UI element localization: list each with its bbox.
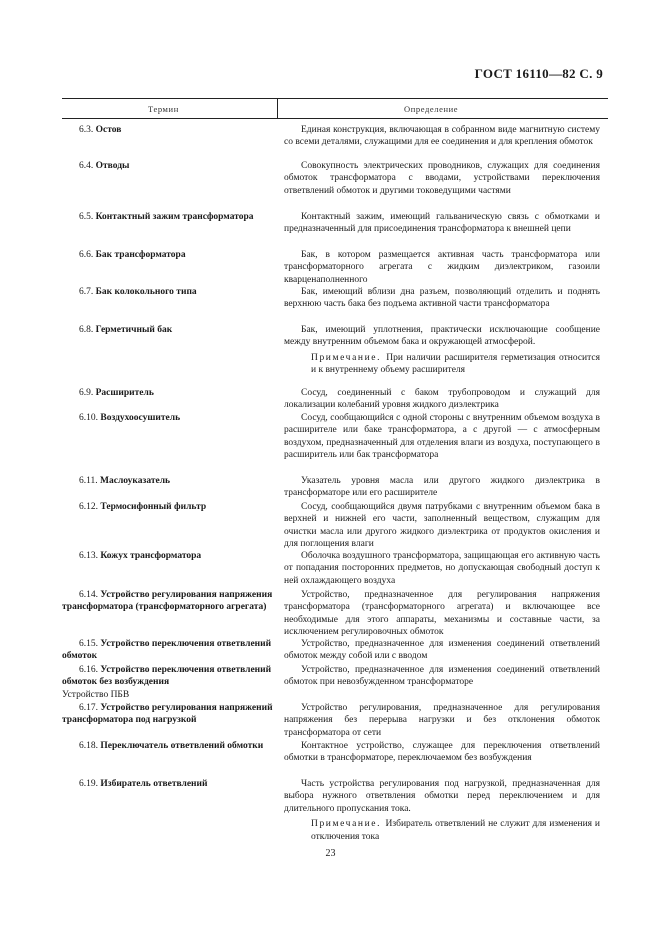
term-number: 6.19. <box>79 779 101 789</box>
definition-text: Сосуд, сообщающийся двумя патрубками с внутренним объемом бака в верхней и нижней его части, заполненный веществом, служащим для очистки масла или другого жидкого диэлектрика от продуктов окисления и для поглощения влаги <box>284 502 600 550</box>
term-number: 6.3. <box>79 125 96 135</box>
definition-cell <box>284 664 600 701</box>
definition-cell <box>284 501 600 551</box>
definition-cell <box>284 160 600 197</box>
definition-text: Единая конструкция, включающая в собранном виде магнитную систему со всеми деталями, служащими для ее соединения и для крепления обмоток <box>284 125 600 148</box>
term-cell <box>62 550 276 587</box>
term-number: 6.5. <box>79 212 96 222</box>
term-cell <box>62 475 276 500</box>
definition-cell <box>284 638 600 663</box>
definition-cell <box>284 702 600 739</box>
term-cell <box>62 160 276 197</box>
term-number: 6.10. <box>79 413 101 423</box>
term-name: Устройство переключения ответвлений обмоток без возбуждения <box>62 665 272 688</box>
definition-note <box>311 818 600 843</box>
term-cell <box>62 124 276 149</box>
table-row <box>62 664 600 701</box>
term-cell <box>62 324 276 377</box>
term-cell <box>62 412 276 462</box>
table-row <box>62 160 600 197</box>
table-top-rule <box>62 98 608 99</box>
definition-text: Бак, имеющий вблизи дна разъем, позволяющий отделить и поднять верхнюю часть бака без подъема активной части трансформатора <box>284 287 600 310</box>
note-text: При наличии расширителя герметизация относится и к внутреннему объему расширителя <box>311 352 600 376</box>
table-row <box>62 324 600 377</box>
definition-cell <box>284 286 600 311</box>
page-header: ГОСТ 16110—82 С. 9 <box>474 66 603 81</box>
term-cell <box>62 638 276 663</box>
term-number: 6.14. <box>79 590 101 600</box>
term-number: 6.17. <box>79 703 101 713</box>
definition-cell <box>284 249 600 286</box>
definition-text: Бак, в котором размещается активная часть трансформатора или трансформаторного агрегата с жидким диэлектриком, газоили кварценаполненного <box>284 250 600 285</box>
term-cell <box>62 702 276 739</box>
term-abbreviation: Устройство ПБВ <box>62 689 130 700</box>
term-name: Устройство переключения ответвлений обмоток <box>62 639 272 662</box>
column-divider <box>277 98 278 118</box>
definition-cell <box>284 550 600 587</box>
term-name: Кожух трансформатора <box>100 551 202 561</box>
definition-cell <box>284 211 600 236</box>
term-name: Бак трансформатора <box>95 250 186 260</box>
definition-text: Указатель уровня масла или другого жидкого диэлектрика в трансформаторе или его расширителе <box>284 476 600 499</box>
term-name: Термосифонный фильтр <box>100 502 207 512</box>
table-row <box>62 475 600 500</box>
term-name: Маслоуказатель <box>100 476 171 486</box>
definition-text: Бак, имеющий уплотнения, практически исключающие сообщение между внутренним объемом бака и окружающей атмосферой. <box>284 325 600 348</box>
definition-cell <box>284 778 600 843</box>
term-name: Контактный зажим трансформатора <box>95 212 254 222</box>
term-number: 6.8. <box>79 325 96 335</box>
term-number: 6.13. <box>79 551 101 561</box>
definition-cell <box>284 124 600 149</box>
note-label: Примечание. <box>311 819 386 830</box>
term-name: Устройство регулирования напряжений трансформатора под нагрузкой <box>62 703 273 726</box>
term-cell <box>62 589 276 639</box>
definition-text: Совокупность электрических проводников, служащих для соединения обмоток трансформатора с вводами, устройствами переключения ответвлений обмоток и другими токоведущими частями <box>284 161 600 196</box>
table-row <box>62 387 600 412</box>
term-number: 6.6. <box>79 250 96 260</box>
table-row <box>62 412 600 462</box>
table-row <box>62 702 600 739</box>
definition-cell <box>284 475 600 500</box>
term-cell <box>62 211 276 236</box>
term-cell <box>62 664 276 701</box>
definition-cell <box>284 412 600 462</box>
term-number: 6.15. <box>79 639 101 649</box>
term-cell <box>62 286 276 311</box>
table-row <box>62 501 600 551</box>
term-number: 6.18. <box>79 741 101 751</box>
term-name: Избиратель ответвлений <box>100 779 208 789</box>
term-name: Герметичный бак <box>95 325 173 335</box>
table-row <box>62 211 600 236</box>
term-cell <box>62 387 276 412</box>
definition-text: Контактный зажим, имеющий гальваническую связь с обмотками и предназначенный для присоединения трансформатора к внешней цепи <box>284 212 600 235</box>
definition-text: Устройство, предназначенное для изменения соединений ответвлений обмоток при невозбужденном трансформаторе <box>284 665 600 688</box>
definition-text: Устройство, предназначенное для изменения соединений ответвлений обмоток между собой или с вводом <box>284 639 600 662</box>
table-row <box>62 638 600 663</box>
column-header-term: Термин <box>148 104 179 114</box>
table-row <box>62 778 600 843</box>
definition-text: Контактное устройство, служащее для переключения ответвлений обмотки в трансформаторе, переключаемом без возбуждения <box>284 741 600 764</box>
note-text: Избиратель ответвлений не служит для изменения и отключения тока <box>311 819 601 842</box>
table-row <box>62 589 600 639</box>
definition-text: Оболочка воздушного трансформатора, защищающая его активную часть от попадания посторонних предметов, но допускающая свободный доступ к ней охлаждающего воздуха <box>284 551 600 586</box>
definition-text: Сосуд, соединенный с баком трубопроводом и служащий для локализации колебаний уровня жидкого диэлектрика <box>284 388 600 411</box>
definition-note <box>311 352 600 377</box>
term-name: Остов <box>95 125 122 135</box>
term-name: Отводы <box>95 161 130 171</box>
term-cell <box>62 740 276 765</box>
term-cell <box>62 249 276 286</box>
note-label: Примечание. <box>311 352 387 363</box>
table-row <box>62 286 600 311</box>
term-number: 6.4. <box>79 161 96 171</box>
term-number: 6.12. <box>79 502 101 512</box>
term-number: 6.9. <box>79 388 96 398</box>
definition-cell <box>284 740 600 765</box>
column-header-definition: Определение <box>404 104 459 114</box>
table-row <box>62 740 600 765</box>
definition-text: Устройство, предназначенное для регулирования напряжения трансформатора (трансформаторного агрегата) и включающее все необходимые для этого аппараты, механизмы и составные части, за исключением регулировочных обмоток <box>284 590 600 638</box>
term-name: Бак колокольного типа <box>95 287 197 297</box>
term-number: 6.7. <box>79 287 96 297</box>
definition-text: Устройство регулирования, предназначенное для регулирования напряжения без перерыва нагрузки и без отклонения обмоток трансформатора от сети <box>284 703 600 738</box>
term-name: Воздухоосушитель <box>100 413 181 423</box>
definition-text: Сосуд, сообщающийся с одной стороны с внутренним объемом воздуха в расширителе или баке трансформатора, а с другой — с атмосферным воздухом, предназначенный для отделения влаги из воздуха, поступающего в расширитель или бак трансформатора <box>284 413 600 461</box>
table-row <box>62 124 600 149</box>
term-cell <box>62 778 276 843</box>
term-number: 6.16. <box>79 665 101 675</box>
term-name: Расширитель <box>95 388 154 398</box>
definition-cell <box>284 387 600 412</box>
table-row <box>62 249 600 286</box>
definition-cell <box>284 589 600 639</box>
term-number: 6.11. <box>79 476 101 486</box>
term-name: Переключатель ответвлений обмотки <box>100 741 264 751</box>
term-cell <box>62 501 276 551</box>
table-row <box>62 550 600 587</box>
definition-text: Часть устройства регулирования под нагрузкой, предназначенная для выбора нужного ответвления обмотки перед переключением и для длительного пропускания тока. <box>284 779 600 814</box>
term-name: Устройство регулирования напряжения трансформатора (трансформаторного агрегата) <box>62 590 273 613</box>
definition-cell <box>284 324 600 377</box>
page-number: 23 <box>325 848 336 859</box>
table-header-rule <box>62 118 608 119</box>
